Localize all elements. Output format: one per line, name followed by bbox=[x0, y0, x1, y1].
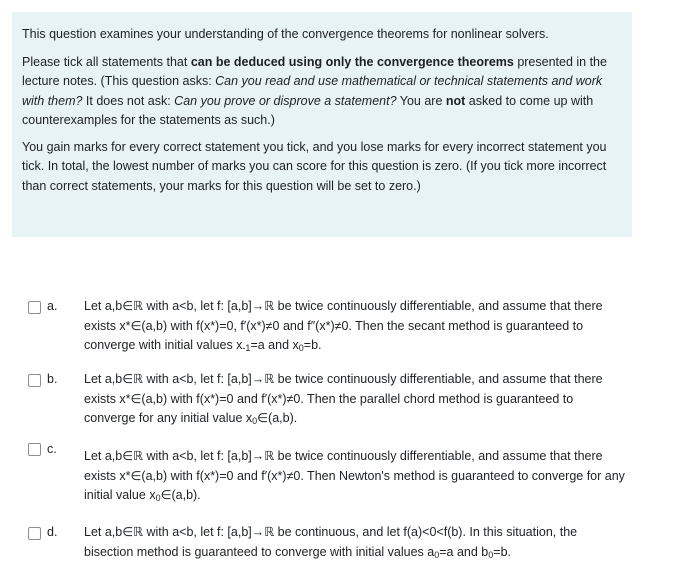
option-c-checkbox[interactable] bbox=[28, 443, 41, 456]
question-intro: This question examines your understanding of the convergence theorems for nonlinear solvers. bbox=[22, 27, 549, 41]
option-d-text-3: =b. bbox=[493, 544, 511, 559]
option-b-letter: b. bbox=[47, 372, 58, 386]
instr-text-3: It does not ask: bbox=[82, 93, 175, 108]
instr-text-4: You are bbox=[396, 93, 446, 108]
option-c-text-1: Let a,b∈ℝ with a<b, let f: [a,b]→ℝ be twice continuously differentiable, and assume that there exists x*∈(a,b) with f(x*)=0 and f′(x*)≠0. Then Newton's method is guaranteed to converge for any initial value x bbox=[84, 449, 625, 502]
option-d-checkbox[interactable] bbox=[28, 527, 41, 540]
option-a-letter: a. bbox=[47, 299, 58, 313]
option-b-text-2: ∈(a,b). bbox=[257, 411, 298, 425]
option-c-text bbox=[84, 447, 628, 506]
instr-text-1: Please tick all statements that bbox=[22, 54, 191, 69]
question-marking: You gain marks for every correct statement you tick, and you lose marks for every incorrect statement you tick. In total, the lowest number of marks you can score for this question is zero. (If you tick more incorrect than correct statements, your marks for this question will be set to zero.) bbox=[22, 139, 607, 193]
option-d[interactable] bbox=[28, 523, 628, 562]
option-d-text-1: Let a,b∈ℝ with a<b, let f: [a,b]→ℝ be continuous, and let f(a)<0<f(b). In this situation, the bisection method is guaranteed to converge with initial values a bbox=[84, 525, 578, 559]
option-d-letter: d. bbox=[47, 525, 58, 539]
question-text bbox=[12, 12, 632, 237]
option-a-sub-1: -1 bbox=[242, 343, 251, 353]
option-c-sub-1: 0 bbox=[155, 493, 161, 503]
option-d-sub-2: 0 bbox=[488, 549, 494, 560]
option-c-text-2: ∈(a,b). bbox=[160, 488, 201, 502]
option-a-text-3: =b. bbox=[303, 338, 322, 352]
option-d-sub-1: 0 bbox=[434, 549, 440, 560]
question-instructions bbox=[22, 53, 622, 131]
instr-italic-1: Can you read and use mathematical or technical statements and work with them? bbox=[22, 74, 603, 108]
option-a-checkbox[interactable] bbox=[28, 301, 41, 314]
option-c[interactable] bbox=[28, 443, 628, 523]
answer-options bbox=[28, 297, 628, 562]
option-b-checkbox[interactable] bbox=[28, 374, 41, 387]
option-b-text-1: Let a,b∈ℝ with a<b, let f: [a,b]→ℝ be twice continuously differentiable, and assume that there exists x*∈(a,b) with f(x*)=0 and f′(x*)≠0. Then the parallel chord method is guaranteed to converge for any initial value x bbox=[84, 372, 603, 425]
option-b[interactable] bbox=[28, 370, 628, 443]
option-b-text bbox=[84, 370, 628, 429]
option-a-sub-2: 0 bbox=[298, 343, 304, 353]
option-a[interactable] bbox=[28, 297, 628, 370]
instr-italic-2: Can you prove or disprove a statement? bbox=[174, 93, 397, 108]
option-a-text-2: =a and x bbox=[250, 338, 299, 352]
instr-text-5: asked to come up with counterexamples for the statements as such.) bbox=[22, 93, 594, 127]
option-c-letter: c. bbox=[47, 442, 57, 456]
instr-text-2: presented in the lecture notes. (This question asks: bbox=[22, 54, 607, 88]
option-b-sub-1: 0 bbox=[252, 416, 258, 426]
instr-not: not bbox=[445, 93, 466, 108]
option-a-text-1: Let a,b∈ℝ with a<b, let f: [a,b]→ℝ be twice continuously differentiable, and assume that there exists x*∈(a,b) with f(x*)=0, f′(x*)≠0 and f″(x*)≠0. Then the secant method is guaranteed to converge with initial values x bbox=[84, 299, 603, 352]
instr-bold: can be deduced using only the convergence theorems bbox=[190, 54, 514, 69]
option-a-text bbox=[84, 297, 628, 356]
option-d-text bbox=[84, 523, 628, 562]
option-d-text-2: =a and b bbox=[439, 544, 489, 559]
